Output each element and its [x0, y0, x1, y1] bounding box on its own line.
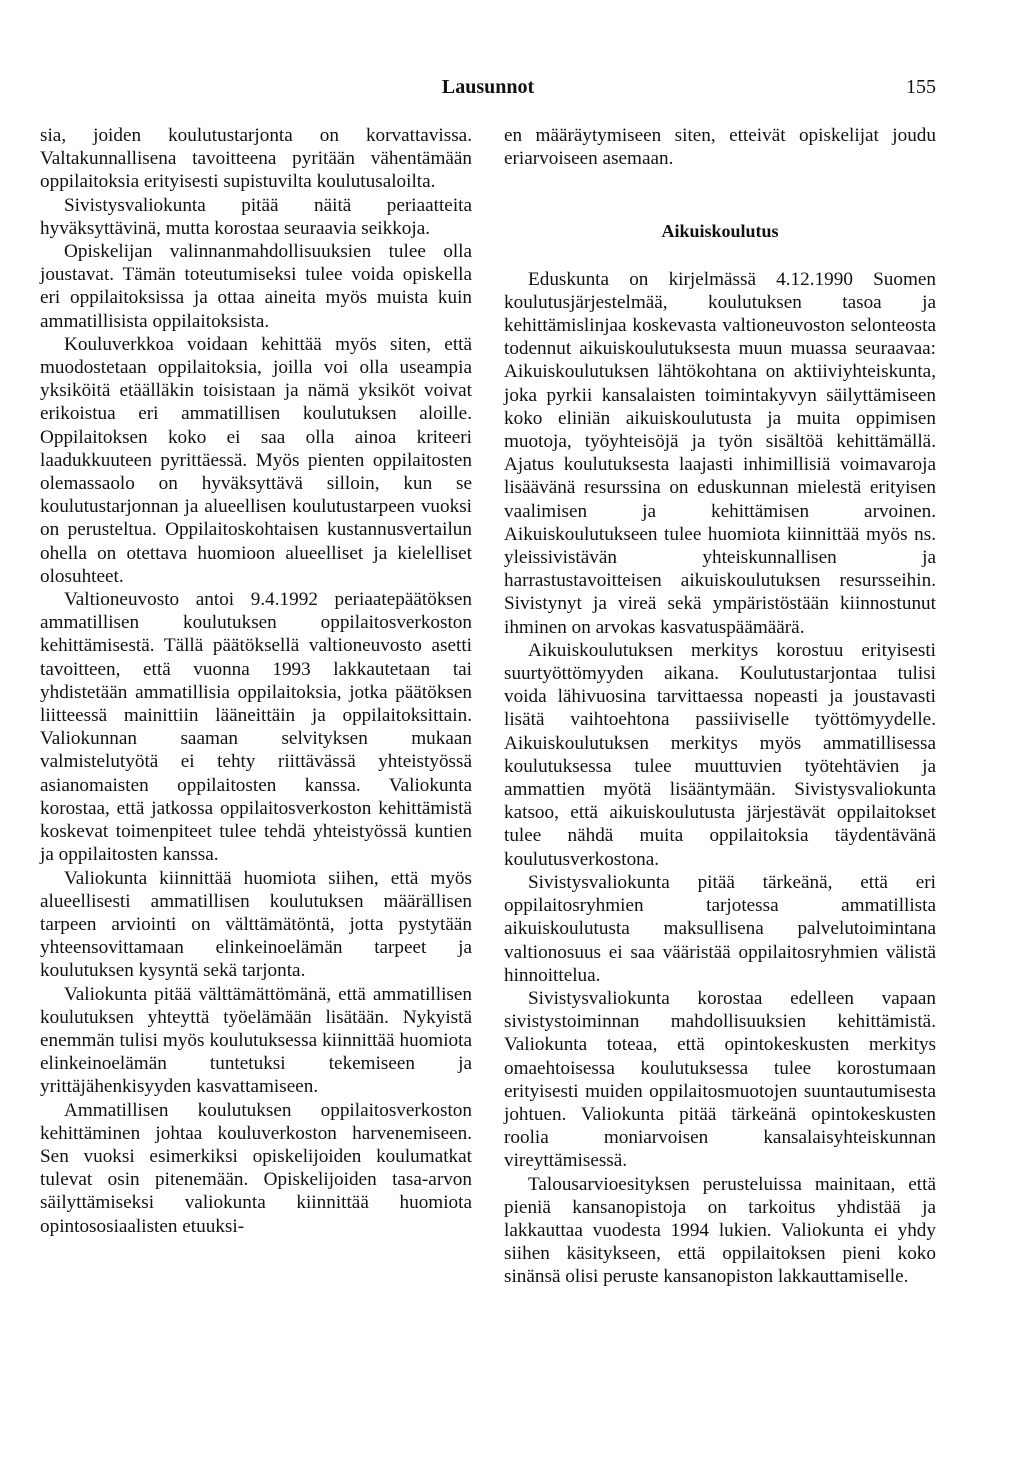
paragraph: Sivistysvaliokunta korostaa edelleen vapaan sivistystoiminnan mahdollisuuksien kehittämistä. Valiokunta toteaa, että opintokeskusten merkitys omaehtoisessa koulutuksessa tulee korostumaan erityisesti muiden oppilaitosmuotojen suuntautumisesta johtuen. Valiokunta pitää tärkeänä opintokeskusten roolia moniarvoisen kansalaisyhteiskunnan vireyttämisessä.: [504, 987, 936, 1172]
paragraph: sia, joiden koulutustarjonta on korvattavissa. Valtakunnallisena tavoitteena pyritään vähentämään oppilaitoksia erityisesti supistuvilta koulutusaloilta.: [40, 125, 472, 193]
page-header: [40, 76, 936, 102]
paragraph: Kouluverkkoa voidaan kehittää myös siten, että muodostetaan oppilaitoksia, joilla voi olla useampia yksiköitä etäälläkin toisistaan ja nämä yksiköt voivat erikoistua eri ammatillisen koulutuksen aloille. Oppilaitoksen koko ei saa olla ainoa kriteeri laadukkuuteen pyrittäessä. Myös pienten oppilaitosten olemassaolo on hyväksyttävä silloin, kun se koulutustarjonnan ja alueellisen koulutustarpeen vuoksi on perusteltua. Oppilaitoskohtaisen kustannusvertailun ohella on otettava huomioon alueelliset ja kielelliset olosuhteet.: [40, 333, 472, 587]
paragraph: Opiskelijan valinnanmahdollisuuksien tulee olla joustavat. Tämän toteutumiseksi tulee voida opiskella eri oppilaitoksissa ja ottaa aineita myös muista kuin ammatillisista oppilaitoksista.: [40, 241, 472, 332]
right-column: [504, 124, 936, 1289]
paragraph: Sivistysvaliokunta pitää näitä periaatteita hyväksyttävinä, mutta korostaa seuraavia seikkoja.: [40, 194, 472, 239]
section-heading: Aikuiskoulutus: [661, 221, 779, 242]
page-number: 155: [906, 76, 936, 98]
left-column: [40, 124, 472, 1238]
paragraph: Valiokunta pitää välttämättömänä, että ammatillisen koulutuksen yhteyttä työelämään lisätään. Nykyistä enemmän tulisi myös koulutuksessa kiinnittää huomiota elinkeinoelämän tuntetuksi tekemiseen ja yrittäjähenkisyyden kasvattamiseen.: [40, 983, 472, 1098]
paragraph: en määräytymiseen siten, etteivät opiskelijat joudu eriarvoiseen asemaan.: [504, 125, 936, 170]
paragraph: Talousarvioesityksen perusteluissa mainitaan, että pieniä kansanopistoja on tarkoitus yhdistää ja lakkauttaa vuodesta 1994 lukien. Valiokunta ei yhdy siihen käsitykseen, että oppilaitoksen pieni koko sinänsä olisi peruste kansanopiston lakkauttamiselle.: [504, 1173, 936, 1288]
paragraph: Eduskunta on kirjelmässä 4.12.1990 Suomen koulutusjärjestelmää, koulutuksen tasoa ja kehittämislinjaa koskevasta valtioneuvoston selonteosta todennut aikuiskoulutuksesta muun muassa seuraavaa: Aikuiskoulutuksen lähtökohtana on aktiiviyhteiskunta, joka pyrkii kansalaisten toimintakyvyn säilyttämiseen koko eliniän aikuiskoulutusta ja muita oppimisen muotoja, työyhteisöjä ja työn sisältöä kehittämällä. Ajatus koulutuksesta laajasti inhimillisiä voimavaroja lisäävänä resurssina on eduskunnan mielestä erityisen vaalimisen ja kehittämisen arvoinen. Aikuiskoulutukseen tulee huomiota kiinnittää myös ns. yleissivistävän yhteiskunnallisen ja harrastustavoitteisen aikuiskoulutuksen resursseihin. Sivistynyt ja vireä sekä ympäristöstään kiinnostunut ihminen on arvokas kasvatuspäämäärä.: [504, 268, 936, 638]
paragraph: Sivistysvaliokunta pitää tärkeänä, että eri oppilaitosryhmien tarjotessa ammatillista aikuiskoulutusta maksullisena palvelutoimintana valtionosuus ei saa vääristää oppilaitosryhmien välistä hinnoittelua.: [504, 871, 936, 986]
paragraph: Valtioneuvosto antoi 9.4.1992 periaatepäätöksen ammatillisen koulutuksen oppilaitosverkoston kehittämisestä. Tällä päätöksellä valtioneuvosto asetti tavoitteen, että vuonna 1993 lakkautetaan tai yhdistetään ammatillisia oppilaitoksia, jotka päätöksen liitteessä mainittiin lääneittäin ja oppilaitoksittain. Valiokunnan saaman selvityksen mukaan valmistelutyötä ei tehty riittävässä yhteistyössä asianomaisten oppilaitosten kanssa. Valiokunta korostaa, että jatkossa oppilaitosverkoston kehittämistä koskevat toimenpiteet tulee tehdä yhteistyössä kuntien ja oppilaitosten kanssa.: [40, 589, 472, 866]
running-title: Lausunnot: [441, 76, 535, 98]
paragraph: Ammatillisen koulutuksen oppilaitosverkoston kehittäminen johtaa kouluverkoston harvenemiseen. Sen vuoksi esimerkiksi opiskelijoiden koulumatkat tulevat osin pitenemään. Opiskelijoiden tasa-arvon säilyttämiseksi valiokunta kiinnittää huomiota opintososiaalisten etuuksi-: [40, 1099, 472, 1237]
paragraph: Valiokunta kiinnittää huomiota siihen, että myös alueellisesti ammatillisen koulutuksen määrällisen tarpeen arviointi on välttämätöntä, jotta pystytään yhteensovittamaan elinkeinoelämän tarpeet ja koulutuksen kysyntä sekä tarjonta.: [40, 867, 472, 982]
paragraph: Aikuiskoulutuksen merkitys korostuu erityisesti suurtyöttömyyden aikana. Koulutustarjontaa tulisi voida lähivuosina tarvittaessa nopeasti ja joustavasti lisätä vaihtoehtona passiiviselle työttömyydelle. Aikuiskoulutuksen merkitys myös ammatillisessa koulutuksessa tulee muuttuvien työtehtävien ja ammattien myötä lisääntymään. Sivistysvaliokunta katsoo, että aikuiskoulutusta järjestävät oppilaitokset tulee nähdä muita oppilaitoksia täydentävänä koulutusverkostona.: [504, 639, 936, 870]
